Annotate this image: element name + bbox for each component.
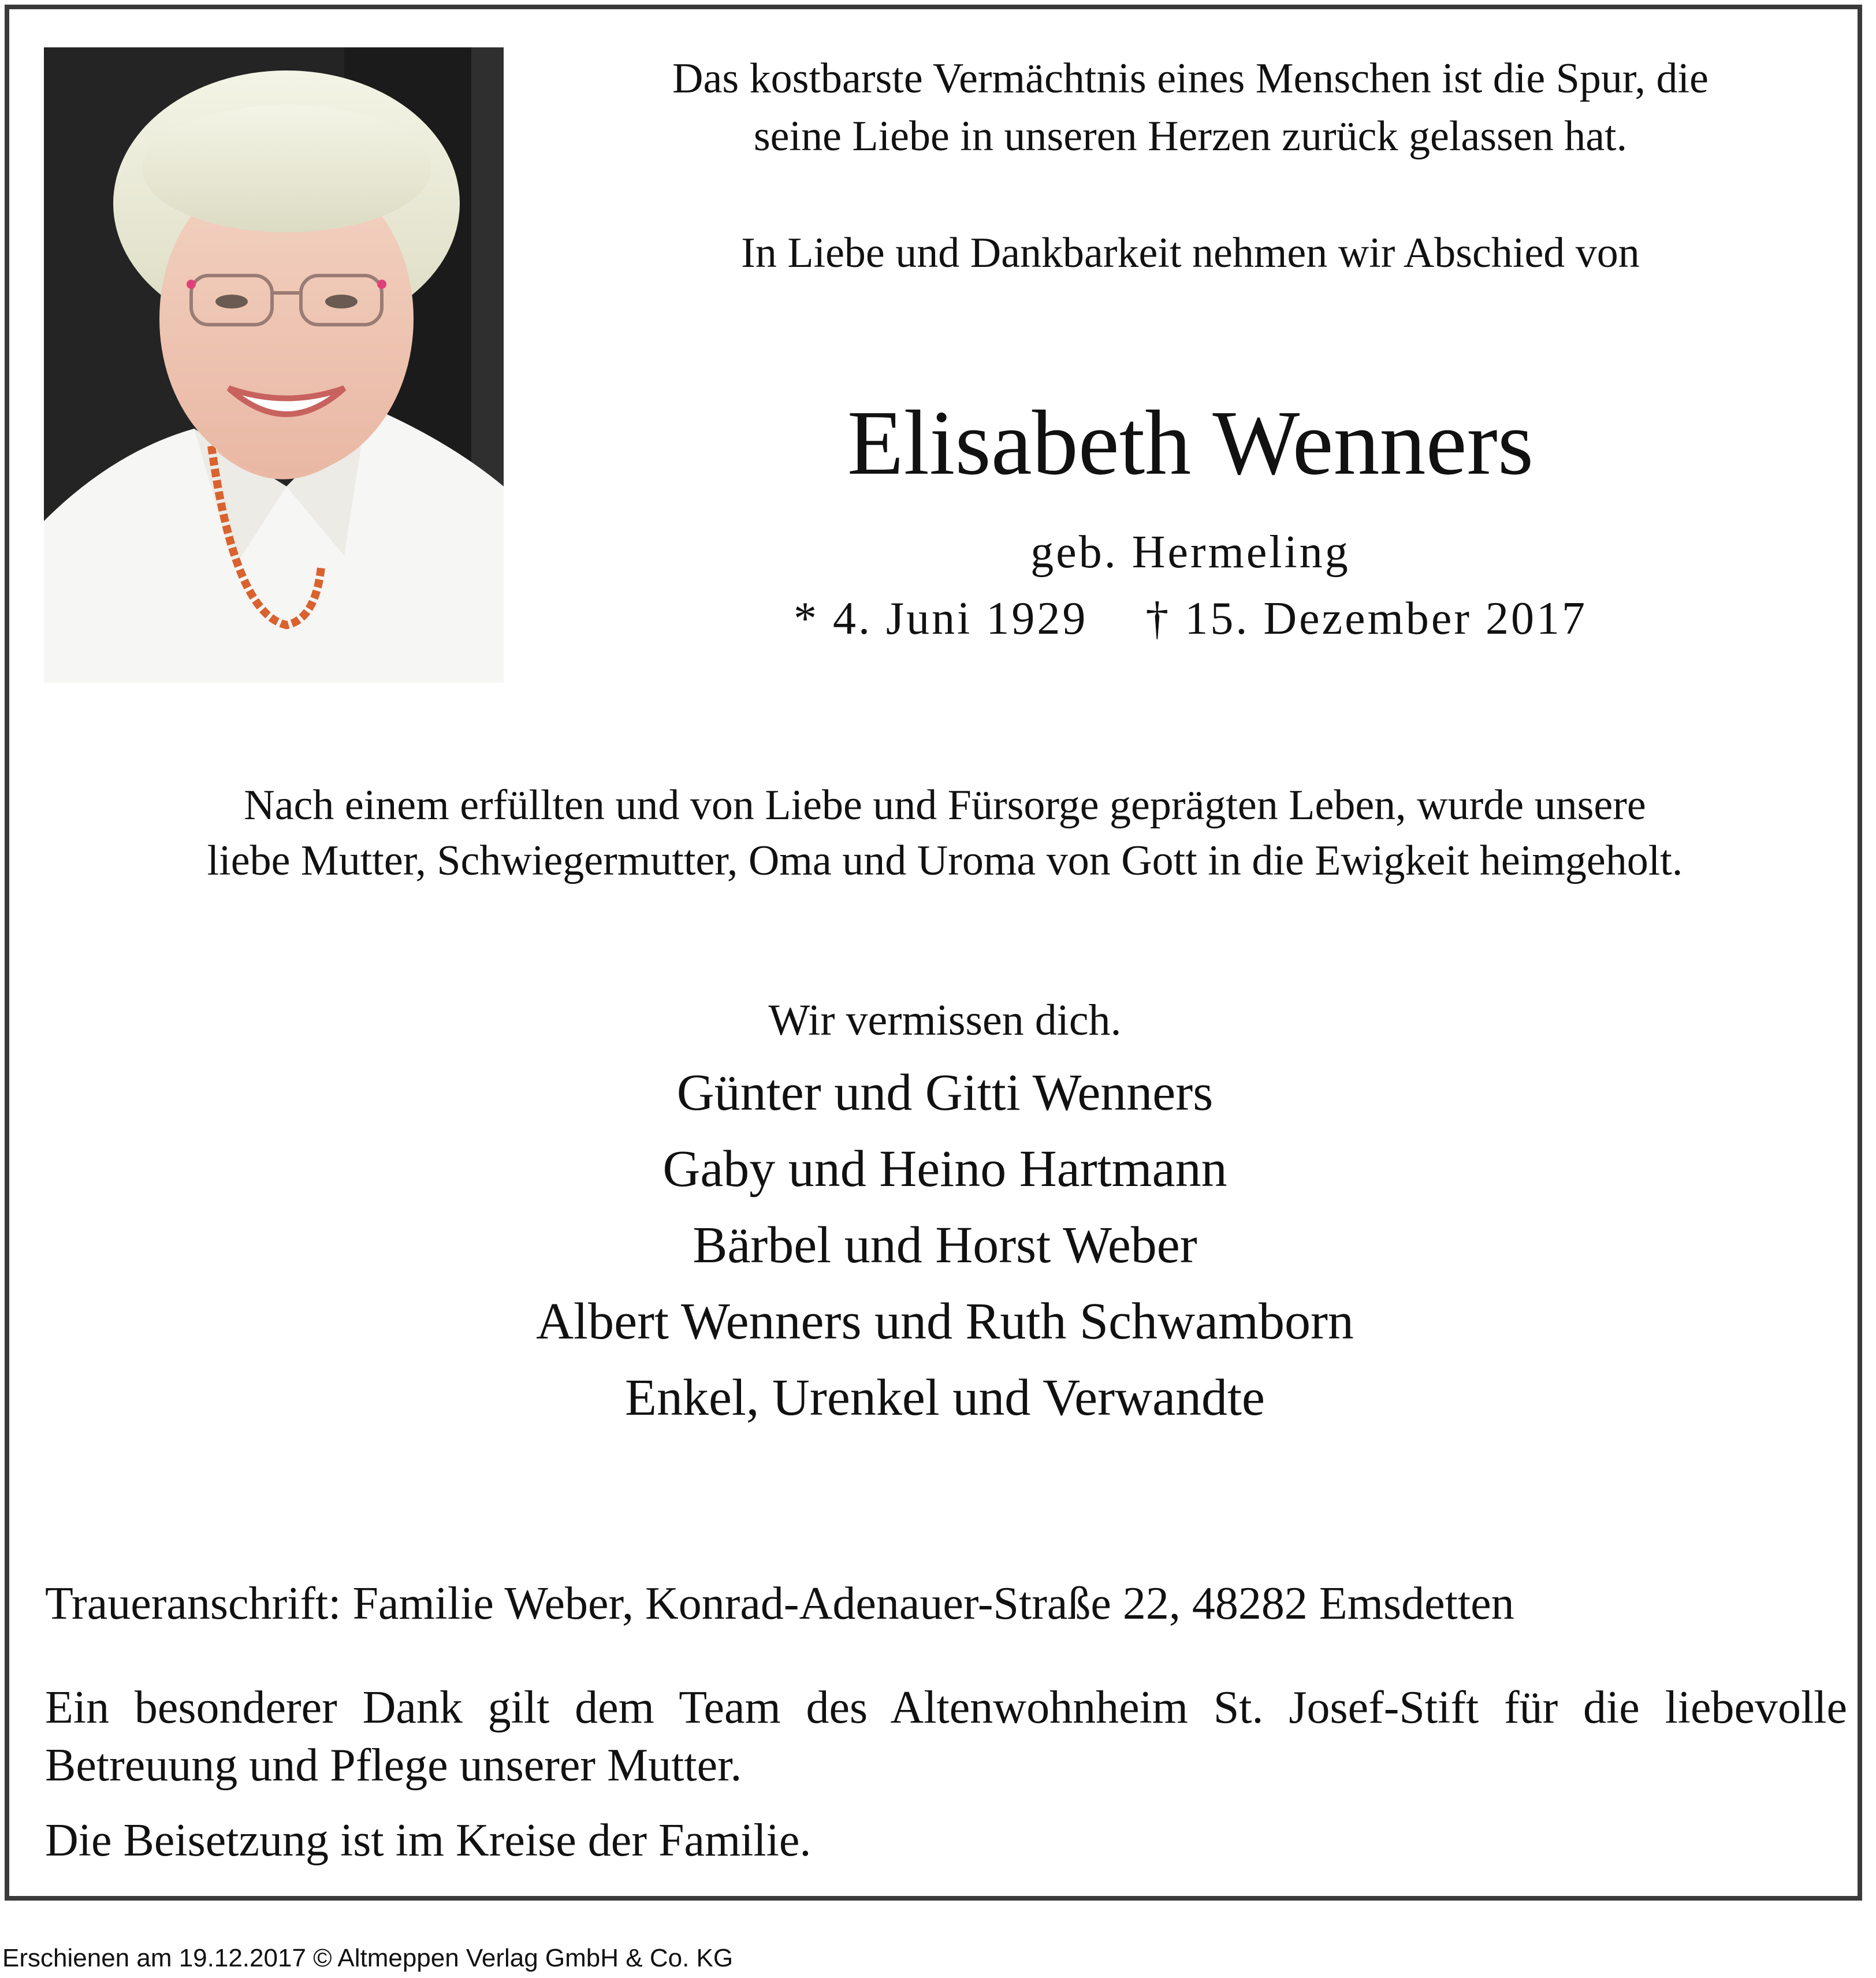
birth-date: * 4. Juni 1929 bbox=[793, 593, 1088, 644]
mourner-entry: Albert Wenners und Ruth Schwamborn bbox=[536, 1293, 1354, 1350]
publication-footer: Erschienen am 19.12.2017 © Altmeppen Verlag GmbH & Co. KG bbox=[2, 1944, 734, 1972]
deceased-name: Elisabeth Wenners bbox=[847, 391, 1534, 494]
message-line-2: liebe Mutter, Schwiegermutter, Oma und Uroma von Gott in die Ewigkeit heimgeholt. bbox=[207, 837, 1683, 884]
thanks-note: Ein besonderer Dank gilt dem Team des Altenwohnheim St. Josef-Stift für die liebevolle Betreuung und Pflege unserer Mutter. bbox=[45, 1682, 1847, 1791]
mourner-entry: Günter und Gitti Wenners bbox=[676, 1064, 1214, 1121]
obituary-frame bbox=[5, 5, 1862, 1901]
mourner-entry: Bärbel und Horst Weber bbox=[693, 1217, 1197, 1274]
quote-line-1: Das kostbarste Vermächtnis eines Menschen ist die Spur, die bbox=[672, 55, 1708, 102]
message-line-1: Nach einem erfüllten und von Liebe und Fürsorge geprägten Leben, wurde unsere bbox=[244, 782, 1646, 829]
mourner-entry: Gaby und Heino Hartmann bbox=[662, 1140, 1227, 1198]
burial-note: Die Beisetzung ist im Kreise der Familie. bbox=[45, 1815, 812, 1866]
obituary-message bbox=[27, 778, 1863, 888]
portrait-illustration bbox=[44, 47, 504, 683]
quote-line-2: seine Liebe in unseren Herzen zurück gelassen hat. bbox=[753, 113, 1628, 160]
life-dates bbox=[529, 587, 1852, 650]
farewell-intro: In Liebe und Dankbarkeit nehmen wir Abschied von bbox=[741, 229, 1640, 277]
birth-name: geb. Hermeling bbox=[1030, 527, 1350, 578]
portrait-photo bbox=[44, 47, 504, 683]
mourner-entry: Enkel, Urenkel und Verwandte bbox=[625, 1369, 1265, 1426]
death-date: † 15. Dezember 2017 bbox=[1145, 593, 1588, 644]
mourning-address: Traueranschrift: Familie Weber, Konrad-Adenauer-Straße 22, 48282 Emsdetten bbox=[45, 1578, 1514, 1629]
miss-line: Wir vermissen dich. bbox=[768, 996, 1122, 1044]
mourners-list bbox=[27, 1055, 1863, 1436]
memorial-quote bbox=[529, 50, 1852, 165]
